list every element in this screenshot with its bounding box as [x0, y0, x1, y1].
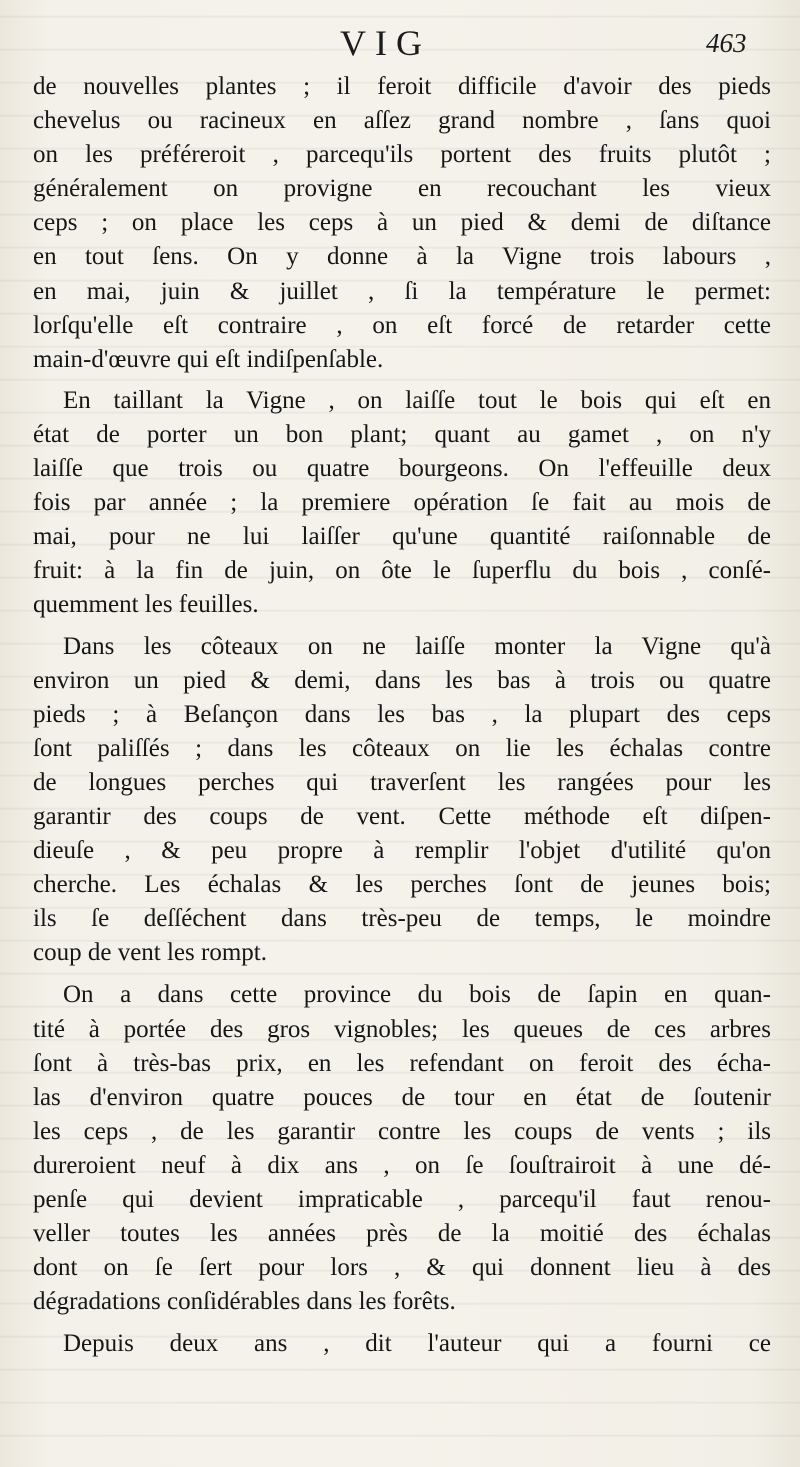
text-line: veller toutes les années près de la moitié des échalas — [33, 1220, 771, 1248]
text-line: dégradations conſidérables dans les forêts. — [33, 1288, 456, 1316]
text-line: ſont à très-bas prix, en les refendant on feroit des écha- — [33, 1049, 771, 1077]
text-line: laiſſe que trois ou quatre bourgeons. On l'effeuille deux — [33, 455, 771, 483]
text-line: les ceps , de les garantir contre les coups de vents ; ils — [33, 1117, 771, 1145]
text-line: environ un pied & demi, dans les bas à trois ou quatre — [33, 666, 771, 694]
text-line: las d'environ quatre pouces de tour en état de ſoutenir — [33, 1083, 771, 1111]
text-line: ſont paliſſés ; dans les côteaux on lie les échalas contre — [33, 734, 771, 762]
paragraph-3 — [33, 630, 771, 971]
header-title: VIG — [340, 23, 431, 63]
text-line: lorſqu'elle eſt contraire , on eſt forcé de retarder cette — [33, 311, 771, 339]
text-line: Depuis deux ans , dit l'auteur qui a fourni ce — [63, 1330, 771, 1358]
text-line: fois par année ; la premiere opération ſe fait au mois de — [33, 489, 771, 517]
paragraph-4 — [33, 978, 771, 1319]
text-line: généralement on provigne en recouchant les vieux — [33, 175, 771, 203]
text-line: dont on ſe ſert pour lors , & qui donnent lieu à des — [33, 1254, 771, 1282]
text-line: en mai, juin & juillet , ſi la température le permet: — [33, 277, 771, 305]
text-line: dureroient neuf à dix ans , on ſe ſouſtrairoit à une dé- — [33, 1151, 771, 1179]
text-line: On a dans cette province du bois de ſapin en quan- — [63, 981, 771, 1009]
body-text — [33, 70, 771, 1361]
text-line: pieds ; à Beſançon dans les bas , la plupart des ceps — [33, 700, 771, 728]
text-line: mai, pour ne lui laiſſer qu'une quantité raiſonnable de — [33, 523, 771, 551]
text-line: cherche. Les échalas & les perches ſont de jeunes bois; — [33, 871, 771, 899]
text-line: ceps ; on place les ceps à un pied & demi de diſtance — [33, 209, 771, 237]
text-line: En taillant la Vigne , on laiſſe tout le bois qui eſt en — [63, 386, 771, 414]
paragraph-2 — [33, 384, 771, 623]
text-line: on les préféreroit , parcequ'ils portent des fruits plutôt ; — [33, 141, 771, 169]
text-line: tité à portée des gros vignobles; les queues de ces arbres — [33, 1015, 771, 1043]
text-line: Dans les côteaux on ne laiſſe monter la Vigne qu'à — [63, 632, 771, 660]
text-line: fruit: à la fin de juin, on ôte le ſuperflu du bois , conſé- — [33, 557, 771, 585]
running-head — [0, 22, 800, 66]
paragraph-5 — [33, 1327, 771, 1361]
text-line: dieuſe , & peu propre à remplir l'objet d'utilité qu'on — [33, 837, 771, 865]
text-line: de nouvelles plantes ; il feroit difficile d'avoir des pieds — [33, 73, 771, 100]
text-line: chevelus ou racineux en aſſez grand nombre , ſans quoi — [33, 107, 771, 135]
page-number: 463 — [706, 28, 747, 58]
text-line: garantir des coups de vent. Cette méthode eſt diſpen- — [33, 802, 771, 830]
paragraph-1 — [33, 70, 771, 377]
text-line: main-d'œuvre qui eſt indiſpenſable. — [33, 345, 384, 373]
text-line: quemment les feuilles. — [33, 591, 259, 619]
text-line: de longues perches qui traverſent les rangées pour les — [33, 768, 771, 796]
text-line: coup de vent les rompt. — [33, 939, 267, 967]
text-line: état de porter un bon plant; quant au gamet , on n'y — [33, 420, 771, 448]
text-line: ils ſe deſſéchent dans très-peu de temps, le moindre — [33, 905, 771, 933]
text-line: penſe qui devient impraticable , parcequ'il faut renou- — [33, 1186, 771, 1213]
text-line: en tout ſens. On y donne à la Vigne trois labours , — [33, 243, 771, 271]
